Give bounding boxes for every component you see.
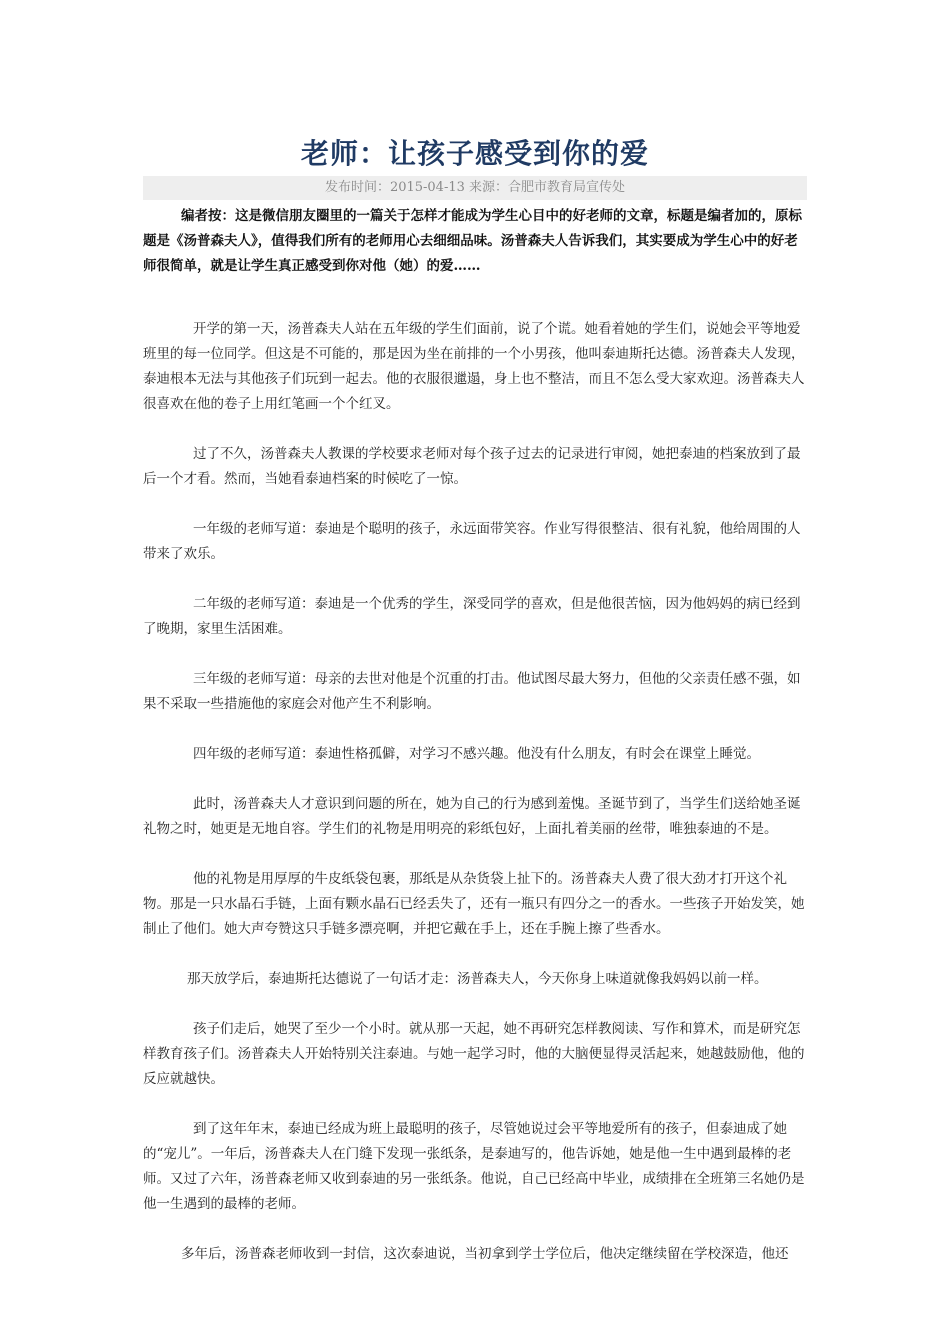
body-paragraph: 那天放学后，泰迪斯托达德说了一句话才走：汤普森夫人，今天你身上味道就像我妈妈以前一样。 bbox=[187, 971, 768, 987]
editor-note: 编者按：这是微信朋友圈里的一篇关于怎样才能成为学生心目中的好老师的文章，标题是编者加的，原标题是《汤普森夫人》，值得我们所有的老师用心去细细品味。汤普森夫人告诉我们，其实要成为学生心中的好老师很简单，就是让学生真正感受到你对他（她）的爱…… bbox=[143, 208, 802, 274]
article-source: 来源：合肥市教育局宣传处 bbox=[469, 180, 626, 195]
body-paragraph: 四年级的老师写道：泰迪性格孤僻，对学习不感兴趣。他没有什么朋友，有时会在课堂上睡觉。 bbox=[193, 746, 760, 762]
body-paragraph: 一年级的老师写道：泰迪是个聪明的孩子，永远面带笑容。作业写得很整洁、很有礼貌，他给周围的人带来了欢乐。 bbox=[143, 521, 801, 562]
publish-meta-bar bbox=[143, 176, 807, 200]
body-paragraph: 三年级的老师写道：母亲的去世对他是个沉重的打击。他试图尽最大努力，但他的父亲责任感不强，如果不采取一些措施他的家庭会对他产生不利影响。 bbox=[143, 671, 801, 712]
body-paragraph: 此时，汤普森夫人才意识到问题的所在，她为自己的行为感到羞愧。圣诞节到了，当学生们送给她圣诞礼物之时，她更是无地自容。学生们的礼物是用明亮的彩纸包好，上面扎着美丽的丝带，唯独泰迪的不是。 bbox=[143, 796, 801, 837]
body-paragraph: 开学的第一天，汤普森夫人站在五年级的学生们面前，说了个谎。她看着她的学生们，说她会平等地爱班里的每一位同学。但这是不可能的，那是因为坐在前排的一个小男孩，他叫泰迪斯托达德。汤普森夫人发现，泰迪根本无法与其他孩子们玩到一起去。他的衣服很邋遢，身上也不整洁，而且不怎么受大家欢迎。汤普森夫人很喜欢在他的卷子上用红笔画一个个红叉。 bbox=[143, 321, 805, 412]
body-paragraph: 孩子们走后，她哭了至少一个小时。就从那一天起，她不再研究怎样教阅读、写作和算术，而是研究怎样教育孩子们。汤普森夫人开始特别关注泰迪。与她一起学习时，他的大脑便显得灵活起来，她越鼓励他，他的反应就越快。 bbox=[143, 1021, 805, 1087]
body-paragraph: 多年后，汤普森老师收到一封信，这次泰迪说，当初拿到学士学位后，他决定继续留在学校深造，他还 bbox=[181, 1246, 789, 1262]
body-paragraph: 他的礼物是用厚厚的牛皮纸袋包裹，那纸是从杂货袋上扯下的。汤普森夫人费了很大劲才打开这个礼物。那是一只水晶石手链，上面有颗水晶石已经丢失了，还有一瓶只有四分之一的香水。一些孩子开始发笑，她制止了他们。她大声夸赞这只手链多漂亮啊，并把它戴在手上，还在手腕上擦了些香水。 bbox=[143, 871, 805, 937]
article-title: 老师：让孩子感受到你的爱 bbox=[300, 137, 649, 170]
body-paragraph: 到了这年年末，泰迪已经成为班上最聪明的孩子，尽管她说过会平等地爱所有的孩子，但泰迪成了她的“宠儿”。一年后，汤普森夫人在门缝下发现一张纸条，是泰迪写的，他告诉她，她是他一生中遇到最棒的老师。又过了六年，汤普森老师又收到泰迪的另一张纸条。他说，自己已经高中毕业，成绩排在全班第三名她仍是他一生遇到的最棒的老师。 bbox=[143, 1121, 805, 1212]
body-paragraph: 过了不久，汤普森夫人教课的学校要求老师对每个孩子过去的记录进行审阅，她把泰迪的档案放到了最后一个才看。然而，当她看泰迪档案的时候吃了一惊。 bbox=[143, 446, 801, 487]
publish-date: 发布时间：2015-04-13 bbox=[324, 180, 465, 195]
article bbox=[143, 0, 807, 1267]
body-paragraph: 二年级的老师写道：泰迪是一个优秀的学生，深受同学的喜欢，但是他很苦恼，因为他妈妈的病已经到了晚期，家里生活困难。 bbox=[143, 596, 801, 637]
